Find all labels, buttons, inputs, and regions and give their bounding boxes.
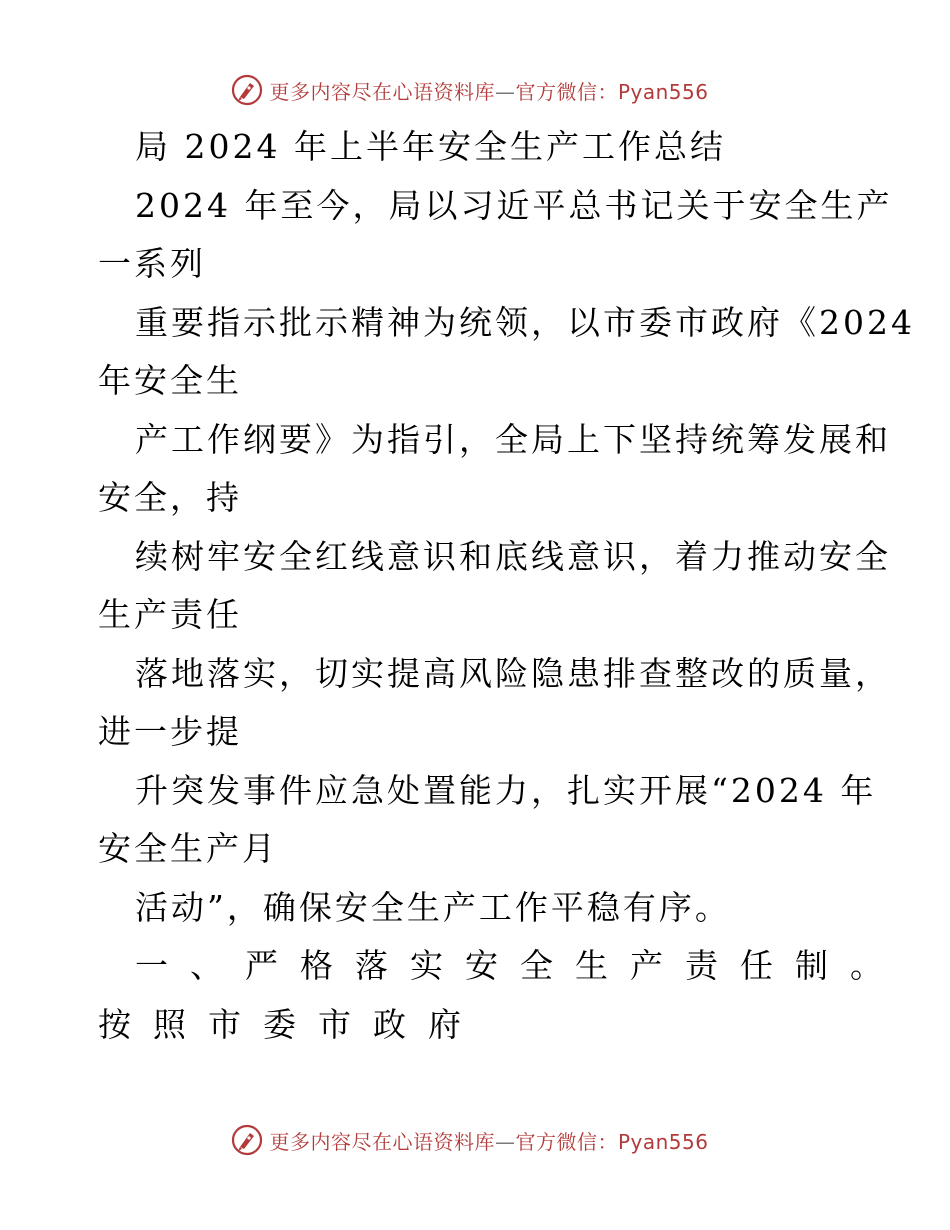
paragraph-line: 年安全生 — [98, 361, 242, 400]
footer-banner-text — [269, 1126, 708, 1155]
header-separator: — — [494, 79, 516, 104]
pen-nib-logo-icon — [231, 1124, 263, 1156]
paragraph-line: 2024 年至今，局以习近平总书记关于安全生产 — [135, 186, 893, 225]
paragraph-line: 安全，持 — [98, 478, 242, 517]
footer-wechat-label: 官方微信：Pyan556 — [515, 1129, 709, 1154]
paragraph-line: 续树牢安全红线意识和底线意识，着力推动安全 — [135, 537, 891, 576]
paragraph-line: 产工作纲要》为指引，全局上下坚持统筹发展和 — [135, 420, 891, 459]
paragraph-line: 生产责任 — [98, 595, 242, 634]
paragraph-line: 落地落实，切实提高风险隐患排查整改的质量， — [135, 654, 891, 693]
paragraph-line: 一系列 — [98, 244, 206, 283]
footer-site-name: 更多内容尽在心语资料库 — [269, 1129, 495, 1154]
footer-banner — [0, 1120, 950, 1160]
paragraph-line: 按照市委市政府 — [98, 1005, 483, 1044]
header-site-name: 更多内容尽在心语资料库 — [269, 79, 495, 104]
header-wechat-label: 官方微信：Pyan556 — [515, 79, 709, 104]
paragraph-line: 进一步提 — [98, 712, 242, 751]
document-title: 局 2024 年上半年安全生产工作总结 — [135, 127, 726, 166]
footer-separator: — — [494, 1129, 516, 1154]
section-heading: 一、严格落实安全生产责任制。 — [135, 946, 905, 985]
footer-banner-content — [231, 1124, 708, 1156]
paragraph-line: 升突发事件应急处置能力，扎实开展“2024 年 — [135, 771, 877, 810]
paragraph-line: 活动”，确保安全生产工作平稳有序。 — [135, 888, 731, 927]
paragraph-line: 重要指示批示精神为统领，以市委市政府《2024 — [135, 303, 915, 342]
paragraph-line: 安全生产月 — [98, 829, 278, 868]
